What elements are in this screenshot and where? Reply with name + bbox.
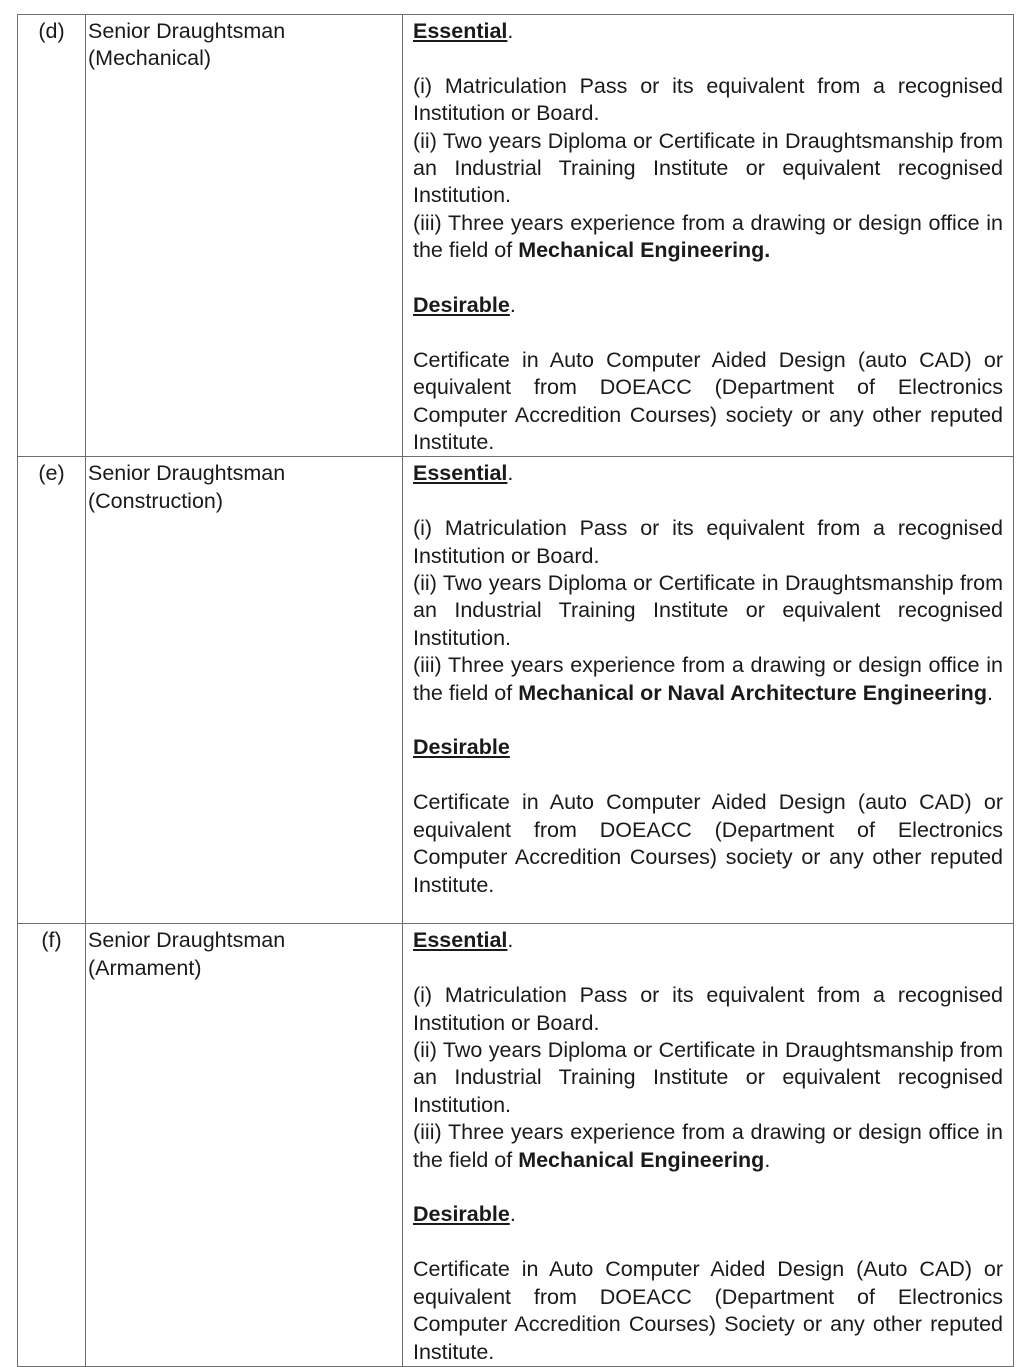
desirable-heading-period: . [509,293,516,318]
essential-item-3-text: (iii) Three years experience from a drawing or design office in the field of [413,1120,1003,1172]
post-name-cell [86,457,403,924]
post-name-cell [86,924,403,1366]
qualifications-table [17,14,1014,1367]
row-number: (e) [18,457,86,924]
qualification-cell [403,15,1014,457]
post-discipline: (Armament) [88,955,202,980]
row-number: (f) [18,924,86,1366]
essential-item-3-text: (iii) Three years experience from a drawing or design office in the field of [413,653,1003,705]
essential-item-3-field: Mechanical Engineering. [518,238,771,263]
essential-item-1: (i) Matriculation Pass or its equivalent from a recognised Institution or Board. [413,983,1003,1035]
row-number: (d) [18,15,86,457]
essential-item-3-end: . [764,1147,771,1172]
desirable-heading: Desirable [413,293,510,318]
post-name-cell [86,15,403,457]
essential-item-3 [413,210,1003,265]
post-title: Senior Draughtsman [88,461,286,486]
table-row [18,924,1014,1366]
essential-item-2: (ii) Two years Diploma or Certificate in Draughtsmanship from an Industrial Training Institute or equivalent recognised Institution. [413,128,1003,208]
essential-item-2: (ii) Two years Diploma or Certificate in Draughtsmanship from an Industrial Training Institute or equivalent recognised Institution. [413,1038,1003,1117]
essential-heading: Essential [413,928,508,953]
essential-item-3-field: Mechanical Engineering [518,1147,765,1172]
qualification-cell [403,457,1014,924]
post-title: Senior Draughtsman [88,19,286,43]
post-discipline: (Mechanical) [88,46,212,71]
essential-item-3 [413,1119,1003,1174]
essential-item-2: (ii) Two years Diploma or Certificate in Draughtsmanship from an Industrial Training Institute or equivalent recognised Institution. [413,571,1003,650]
qualification-document [17,14,1013,1367]
essential-item-3-text: (iii) Three years experience from a drawing or design office in the field of [413,210,1003,263]
desirable-heading: Desirable [413,735,510,760]
essential-item-1: (i) Matriculation Pass or its equivalent from a recognised Institution or Board. [413,516,1003,568]
essential-heading-period: . [507,928,514,953]
essential-heading: Essential [413,19,508,43]
desirable-text: Certificate in Auto Computer Aided Design (auto CAD) or equivalent from DOEACC (Department of Electronics Computer Accredition Courses) society or any other reputed Institute. [413,790,1003,897]
post-discipline: (Construction) [88,488,224,513]
post-title: Senior Draughtsman [88,928,286,953]
desirable-text: Certificate in Auto Computer Aided Design (Auto CAD) or equivalent from DOEACC (Department of Electronics Computer Accredition Courses) Society or any other reputed Institute. [413,1257,1003,1364]
desirable-text: Certificate in Auto Computer Aided Design (auto CAD) or equivalent from DOEACC (Department of Electronics Computer Accredition Courses) society or any other reputed Institute. [413,347,1003,455]
table-row [18,15,1014,457]
desirable-heading-period: . [509,1202,516,1227]
essential-item-3-field: Mechanical or Naval Architecture Engineering [518,680,987,705]
essential-item-1: (i) Matriculation Pass or its equivalent from a recognised Institution or Board. [413,73,1003,126]
essential-heading: Essential [413,461,508,486]
desirable-heading: Desirable [413,1202,510,1227]
essential-heading-period: . [507,19,514,43]
essential-item-3-end: . [986,680,993,705]
table-row [18,457,1014,924]
qualification-cell [403,924,1014,1366]
essential-heading-period: . [507,461,514,486]
essential-item-3 [413,652,1003,707]
